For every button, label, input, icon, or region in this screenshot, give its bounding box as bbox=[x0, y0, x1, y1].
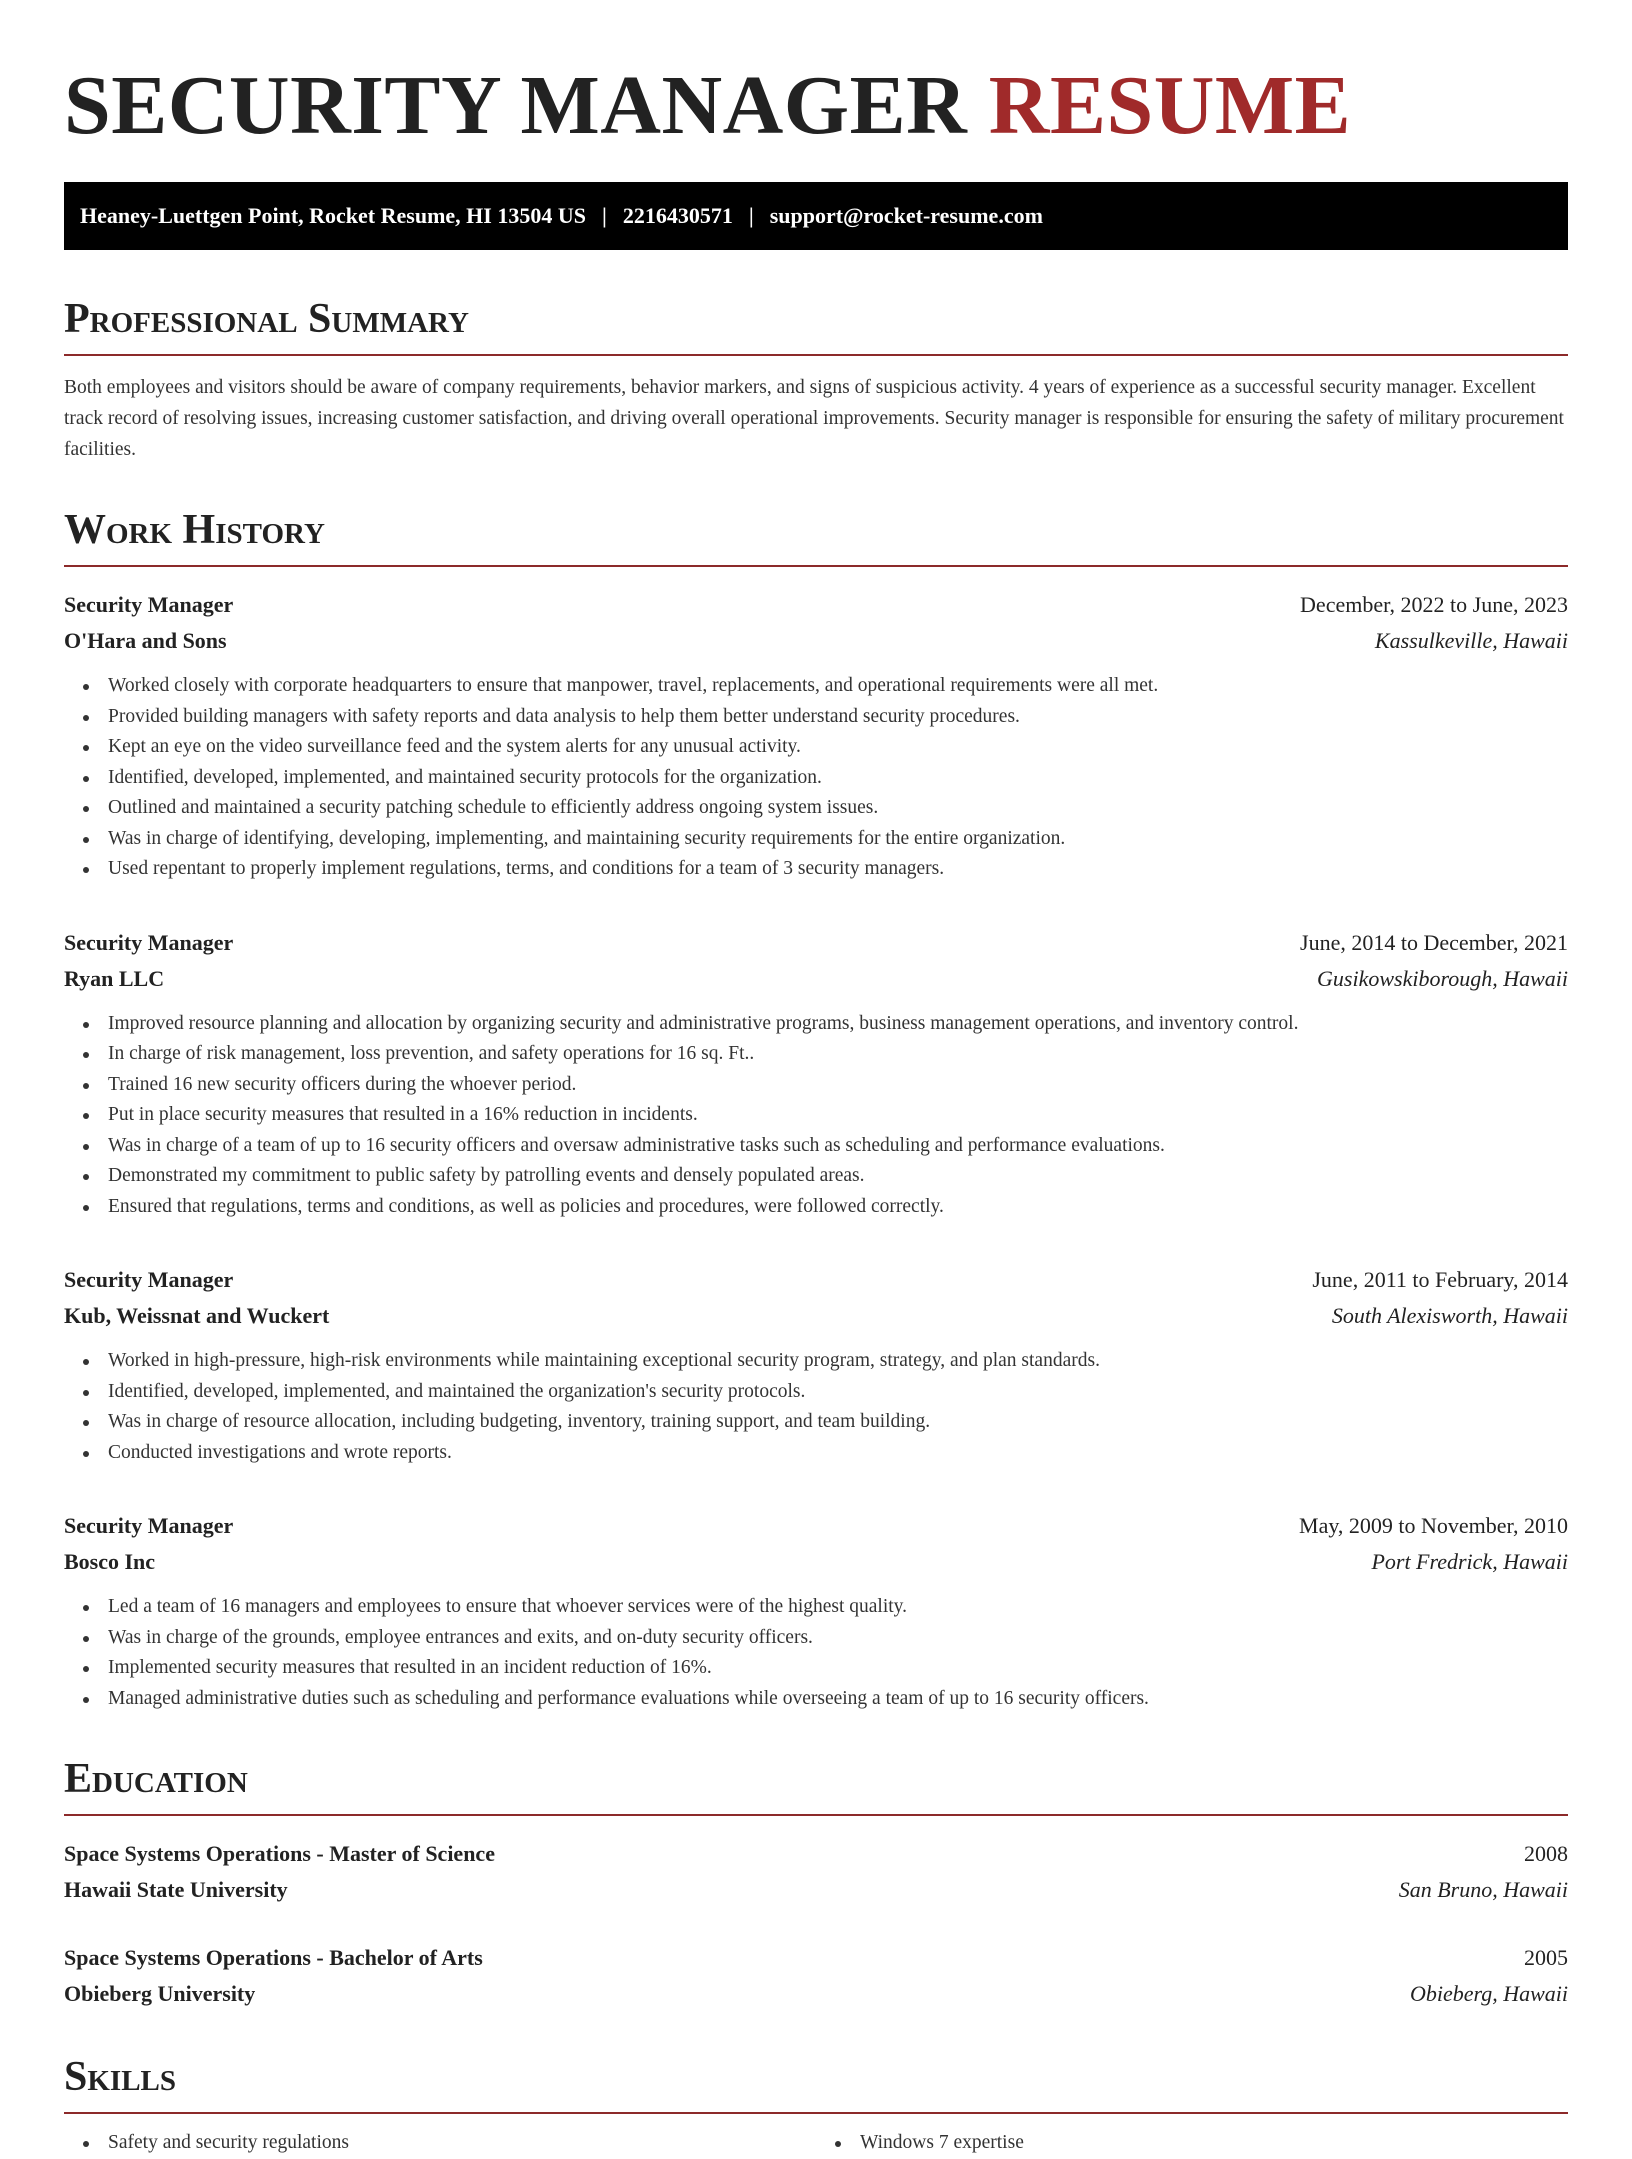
skills-column-right bbox=[816, 2128, 1568, 2159]
job-bullet: Put in place security measures that resulted in a 16% reduction in incidents. bbox=[108, 1100, 1568, 1131]
work-history-section bbox=[64, 509, 1568, 1714]
summary-heading: Professional Summary bbox=[64, 298, 1568, 356]
job-title: Security Manager bbox=[64, 1513, 234, 1538]
job-bullet: Was in charge of identifying, developing, implementing, and maintaining security requirements for the entire organization. bbox=[108, 824, 1568, 855]
education-degree: Space Systems Operations - Master of Science bbox=[64, 1841, 495, 1866]
job-bullet: Managed administrative duties such as scheduling and performance evaluations while overseeing a team of up to 16 security officers. bbox=[108, 1684, 1568, 1715]
job-location: Gusikowskiborough, Hawaii bbox=[1317, 965, 1568, 991]
job-bullet: Trained 16 new security officers during the whoever period. bbox=[108, 1070, 1568, 1101]
education-location: San Bruno, Hawaii bbox=[1398, 1877, 1568, 1902]
contact-bar bbox=[64, 182, 1568, 250]
job-title: Security Manager bbox=[64, 929, 234, 955]
education-entry bbox=[64, 1836, 1568, 1908]
job-dates: June, 2014 to December, 2021 bbox=[1300, 929, 1568, 955]
job-dates: June, 2011 to February, 2014 bbox=[1312, 1267, 1568, 1292]
job-bullet: Provided building managers with safety reports and data analysis to help them better understand security procedures. bbox=[108, 702, 1568, 733]
job-bullet: Was in charge of a team of up to 16 security officers and oversaw administrative tasks such as scheduling and performance evaluations. bbox=[108, 1131, 1568, 1162]
job-bullet: Ensured that regulations, terms and conditions, as well as policies and procedures, were followed correctly. bbox=[108, 1192, 1568, 1223]
skill-item: Windows 7 expertise bbox=[860, 2128, 1568, 2159]
job-bullet: Used repentant to properly implement regulations, terms, and conditions for a team of 3 security managers. bbox=[108, 854, 1568, 885]
job-bullet: Identified, developed, implemented, and maintained security protocols for the organization. bbox=[108, 763, 1568, 794]
job-bullet: Outlined and maintained a security patching schedule to efficiently address ongoing system issues. bbox=[108, 793, 1568, 824]
job-bullets bbox=[64, 1346, 1568, 1468]
job-bullet: Worked closely with corporate headquarters to ensure that manpower, travel, replacements, and operational requirements were all met. bbox=[108, 671, 1568, 702]
job-bullet: Was in charge of resource allocation, including budgeting, inventory, training support, and team building. bbox=[108, 1407, 1568, 1438]
summary-section bbox=[64, 298, 1568, 465]
job-bullet: Worked in high-pressure, high-risk environments while maintaining exceptional security program, strategy, and plan standards. bbox=[108, 1346, 1568, 1377]
education-entry bbox=[64, 1940, 1568, 2012]
skills-list bbox=[816, 2128, 1568, 2159]
contact-address: Heaney-Luettgen Point, Rocket Resume, HI 13504 US bbox=[80, 203, 586, 228]
job-entry bbox=[64, 925, 1568, 1223]
job-bullet: Conducted investigations and wrote reports. bbox=[108, 1438, 1568, 1469]
contact-phone: 2216430571 bbox=[622, 203, 733, 228]
education-year: 2005 bbox=[1524, 1945, 1568, 1970]
education-school: Obieberg University bbox=[64, 1981, 256, 2006]
job-entry bbox=[64, 1262, 1568, 1468]
contact-email: support@rocket-resume.com bbox=[769, 203, 1043, 228]
work-history-heading: Work History bbox=[64, 509, 1568, 567]
job-title: Security Manager bbox=[64, 592, 234, 617]
job-bullet: Implemented security measures that resulted in an incident reduction of 16%. bbox=[108, 1653, 1568, 1684]
skills-list bbox=[64, 2128, 816, 2159]
job-bullet: Was in charge of the grounds, employee entrances and exits, and on-duty security officers. bbox=[108, 1623, 1568, 1654]
job-company: Kub, Weissnat and Wuckert bbox=[64, 1303, 330, 1328]
job-company: Ryan LLC bbox=[64, 965, 165, 991]
contact-separator: | bbox=[748, 203, 754, 228]
education-section bbox=[64, 1758, 1568, 2012]
contact-separator: | bbox=[601, 203, 607, 228]
job-location: South Alexisworth, Hawaii bbox=[1331, 1303, 1568, 1328]
education-school: Hawaii State University bbox=[64, 1877, 288, 1902]
education-year: 2008 bbox=[1524, 1841, 1568, 1866]
job-bullets bbox=[64, 1592, 1568, 1714]
job-location: Port Fredrick, Hawaii bbox=[1371, 1549, 1568, 1574]
job-bullet: Demonstrated my commitment to public safety by patrolling events and densely populated areas. bbox=[108, 1161, 1568, 1192]
skill-item: Safety and security regulations bbox=[108, 2128, 816, 2159]
title-accent: RESUME bbox=[988, 59, 1352, 152]
job-bullet: Led a team of 16 managers and employees to ensure that whoever services were of the highest quality. bbox=[108, 1592, 1568, 1623]
job-dates: December, 2022 to June, 2023 bbox=[1300, 592, 1568, 617]
job-company: Bosco Inc bbox=[64, 1549, 156, 1574]
education-location: Obieberg, Hawaii bbox=[1409, 1981, 1568, 2006]
title-main: SECURITY MANAGER bbox=[64, 59, 989, 152]
job-bullet: Improved resource planning and allocation by organizing security and administrative programs, business management operations, and inventory control. bbox=[108, 1009, 1568, 1040]
job-bullet: In charge of risk management, loss prevention, and safety operations for 16 sq. Ft.. bbox=[108, 1039, 1568, 1070]
summary-text: Both employees and visitors should be aware of company requirements, behavior markers, and signs of suspicious activity. 4 years of experience as a successful security manager. Excellent track record of resolving issues, increasing customer satisfaction, and driving overall operational improvements. Security manager is responsible for ensuring the safety of military procurement facilities. bbox=[64, 377, 1564, 460]
job-entry bbox=[64, 587, 1568, 885]
education-heading: Education bbox=[64, 1758, 1568, 1816]
skills-heading: Skills bbox=[64, 2056, 1568, 2114]
resume-title bbox=[64, 59, 1568, 152]
job-bullet: Kept an eye on the video surveillance feed and the system alerts for any unusual activity. bbox=[108, 732, 1568, 763]
education-degree: Space Systems Operations - Bachelor of Arts bbox=[64, 1945, 483, 1970]
skills-grid bbox=[64, 2128, 1568, 2159]
job-title: Security Manager bbox=[64, 1267, 234, 1292]
job-dates: May, 2009 to November, 2010 bbox=[1299, 1513, 1568, 1538]
job-bullets bbox=[64, 671, 1568, 885]
skills-column-left bbox=[64, 2128, 816, 2159]
job-entry bbox=[64, 1508, 1568, 1714]
job-bullets bbox=[64, 1009, 1568, 1223]
job-company: O'Hara and Sons bbox=[64, 628, 227, 653]
job-bullet: Identified, developed, implemented, and maintained the organization's security protocols. bbox=[108, 1377, 1568, 1408]
skills-section bbox=[64, 2056, 1568, 2159]
job-location: Kassulkeville, Hawaii bbox=[1374, 628, 1568, 653]
